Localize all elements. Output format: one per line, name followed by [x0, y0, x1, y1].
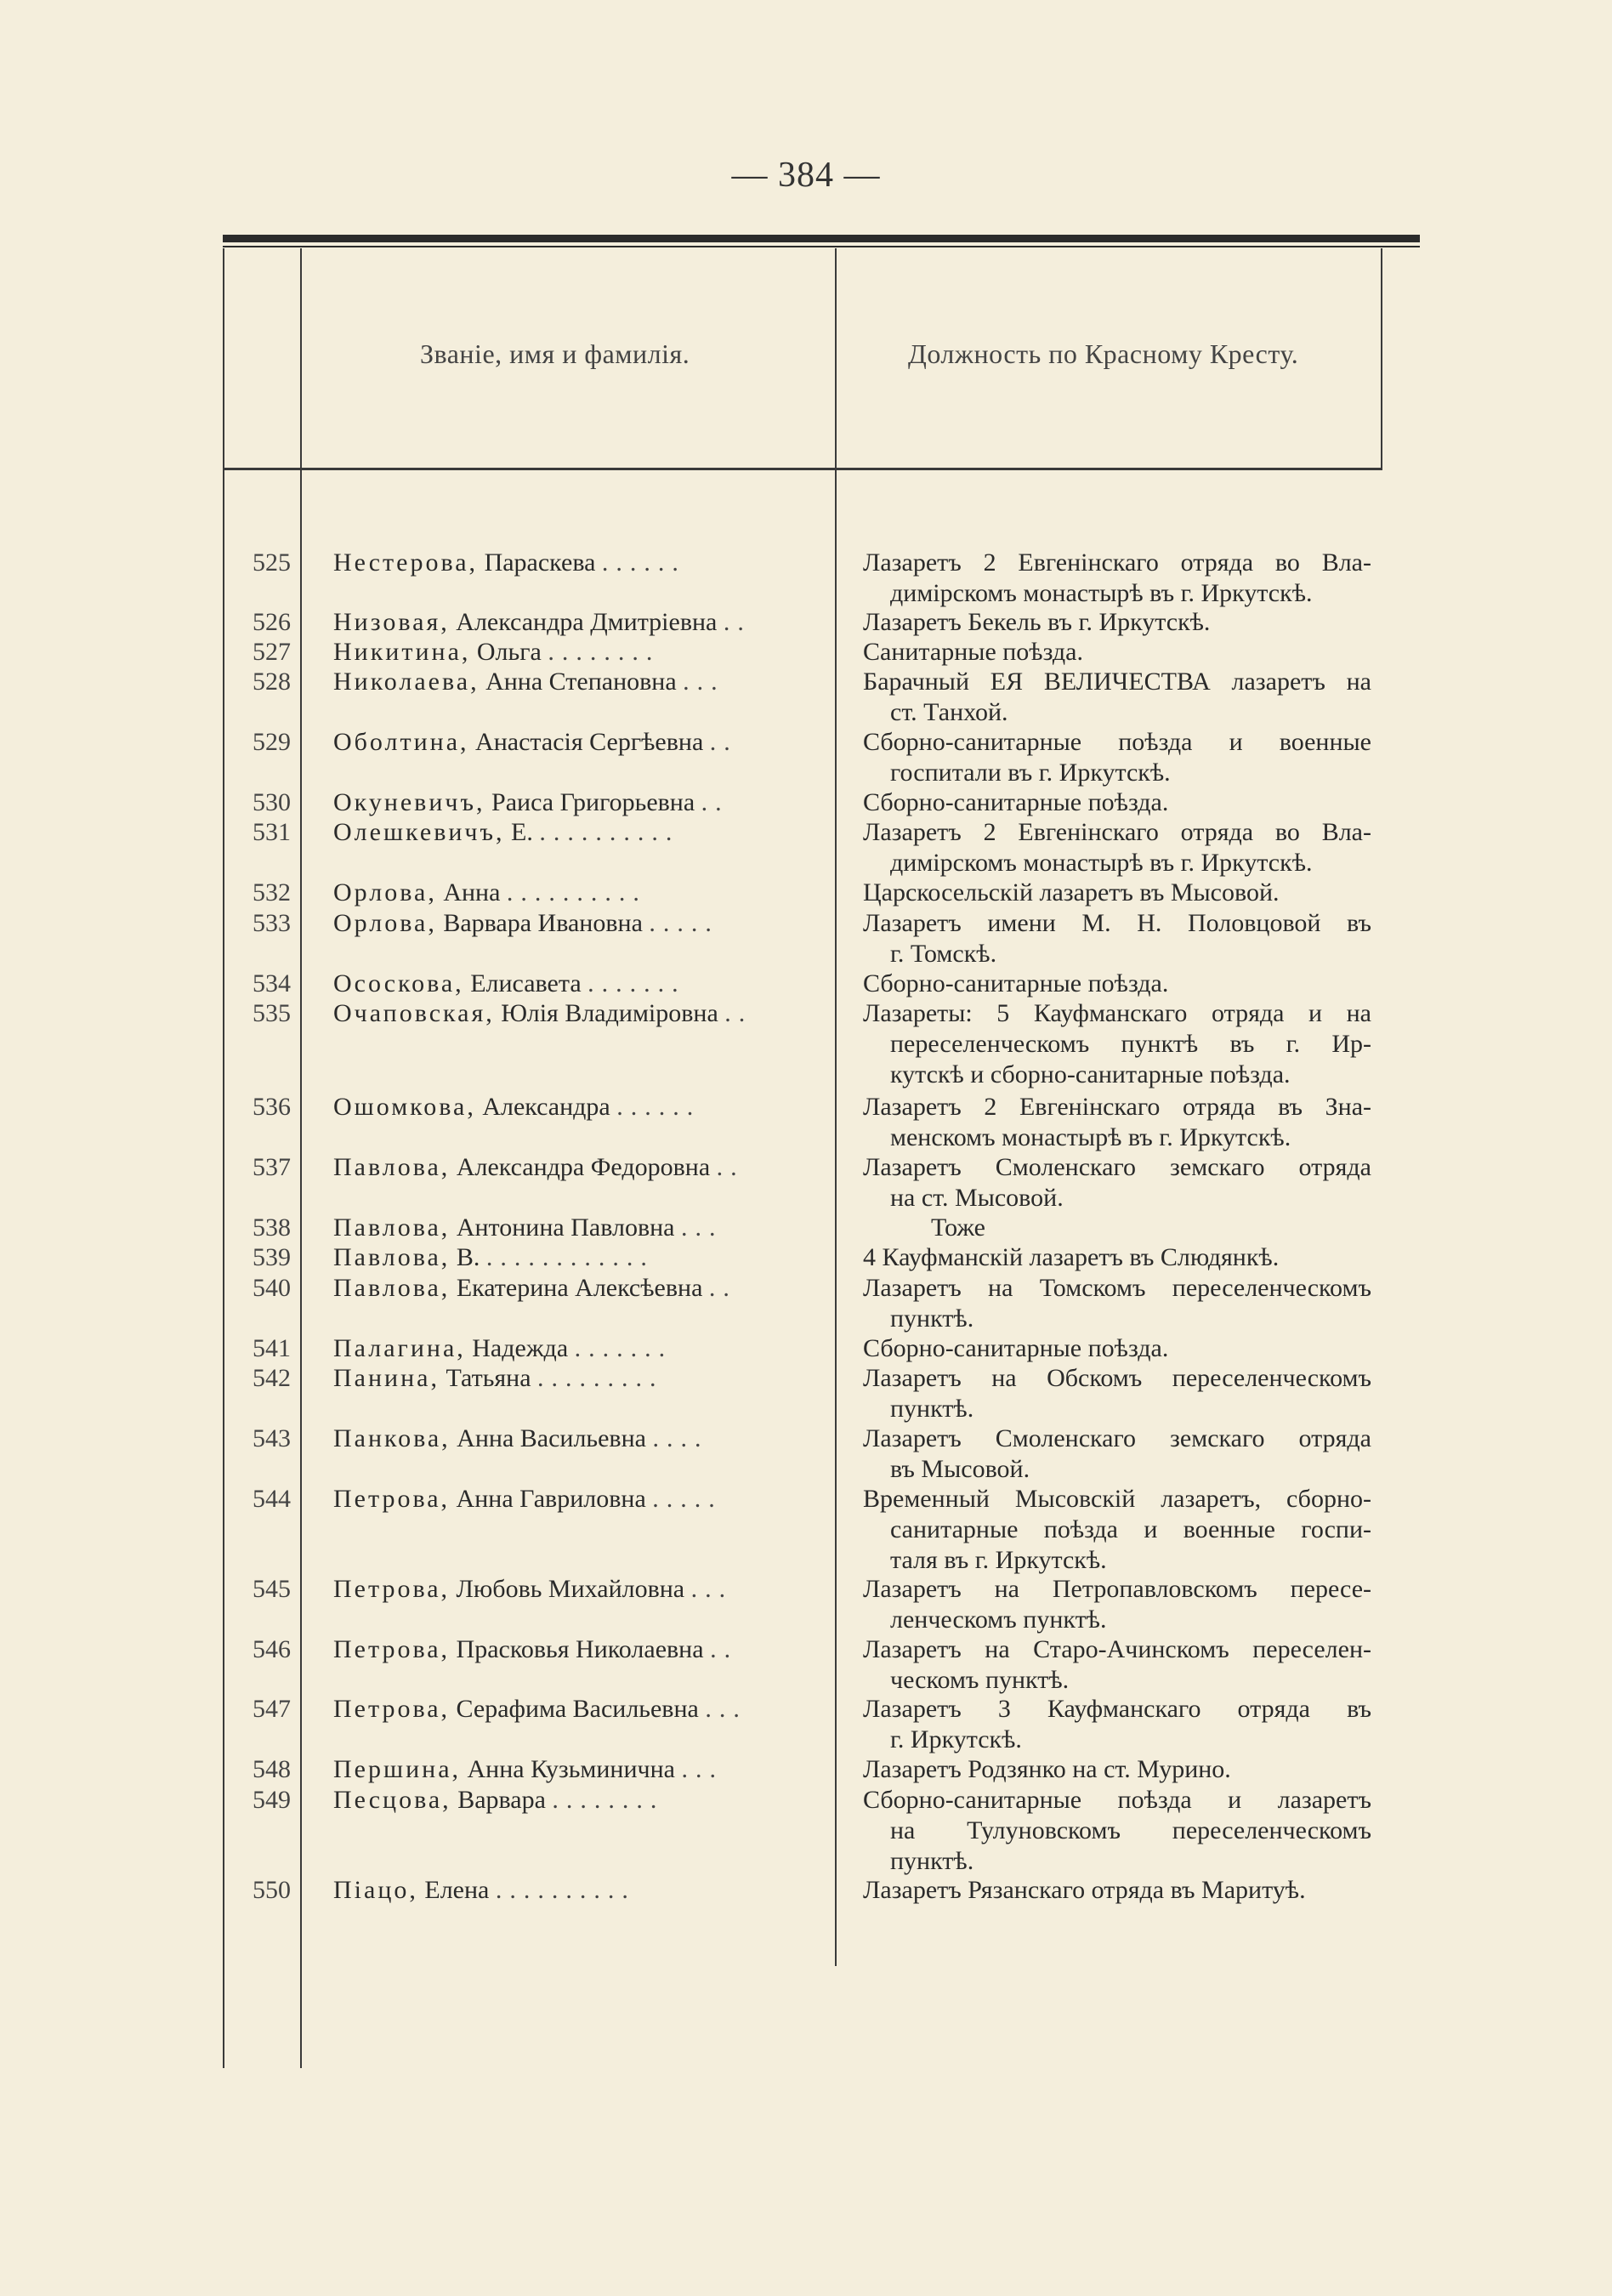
duty-line: Сборно-санитарные поѣзда. [863, 788, 1169, 816]
duty-line: ческомъ пунктѣ. [890, 1666, 1070, 1694]
duty-line: Лазаретъ Родзянко на ст. Мурино. [863, 1755, 1231, 1783]
duty-line: Лазаретъ Бекель въ г. Иркутскѣ. [863, 608, 1211, 636]
given-names: В. [456, 1243, 480, 1271]
given-names: Анна Васильевна [457, 1424, 646, 1452]
duty-line: Временный Мысовскій лазаретъ, сборно- [863, 1485, 1371, 1513]
duty-line: Барачный ЕЯ ВЕЛИЧЕСТВА лазаретъ на [863, 668, 1371, 696]
duty-line: госпитали въ г. Иркутскѣ. [890, 759, 1171, 787]
row-duty [863, 1484, 1371, 1576]
given-names: Надежда [472, 1334, 569, 1362]
row-name [333, 1092, 835, 1122]
given-names: Екатерина Алексѣевна [456, 1274, 703, 1302]
given-names: Любовь Михайловна [456, 1575, 685, 1603]
surname: Павлова, [333, 1153, 451, 1181]
surname: Окуневичъ, [333, 788, 485, 816]
surname: Песцова, [333, 1786, 451, 1814]
given-names: Анна Степановна [485, 668, 677, 696]
row-number: 526 [253, 608, 291, 636]
duty-line: ленческомъ пунктѣ. [890, 1605, 1107, 1634]
header-duty: Должность по Красному Кресту. [908, 338, 1299, 369]
row-number: 534 [253, 969, 291, 997]
leader-dots: ... [683, 668, 725, 696]
row-name [333, 1242, 835, 1273]
row-duty [863, 637, 1371, 668]
surname: Петрова, [333, 1485, 451, 1513]
duty-line: димірскомъ монастырѣ въ г. Иркутскѣ. [890, 849, 1313, 877]
given-names: Александра [482, 1093, 610, 1121]
row-duty [863, 1634, 1371, 1696]
leader-dots: .. [709, 728, 738, 756]
duty-line: Лазаретъ 2 Евгенінскаго отряда во Вла- [863, 548, 1371, 577]
row-name [333, 667, 835, 697]
row-number: 533 [253, 909, 291, 937]
row-duty [863, 548, 1371, 609]
row-name [333, 1484, 835, 1515]
duty-line: Лазаретъ 3 Кауфманскаго отряда въ [863, 1695, 1371, 1723]
row-name [333, 1785, 835, 1816]
row-number: 536 [253, 1093, 291, 1121]
surname: Павлова, [333, 1243, 451, 1271]
duty-line: Лазаретъ 2 Евгенінскаго отряда въ Зна- [863, 1093, 1371, 1121]
row-duty [863, 1273, 1371, 1334]
given-names: Александра Дмитріевна [456, 608, 718, 636]
row-name [333, 1574, 835, 1605]
surname: Палагина, [333, 1334, 466, 1362]
row-number: 532 [253, 878, 291, 906]
row-duty [863, 1694, 1371, 1755]
leader-dots: ............ [485, 1243, 655, 1271]
surname: Петрова, [333, 1635, 451, 1663]
row-number: 549 [253, 1786, 291, 1814]
given-names: Параскева [484, 548, 596, 577]
leader-dots: .......... [495, 1876, 636, 1904]
leader-dots: .. [723, 608, 752, 636]
row-duty [863, 1424, 1371, 1485]
surname: Орлова, [333, 878, 437, 906]
surname: Оболтина, [333, 728, 469, 756]
table-left-border [223, 248, 224, 2068]
row-name [333, 727, 835, 758]
duty-line: Лазаретъ на Петропавловскомъ пересе- [863, 1575, 1371, 1603]
surname: Павлова, [333, 1274, 451, 1302]
duty-line: ст. Танхой. [890, 698, 1008, 726]
duty-line: Сборно-санитарные поѣзда. [863, 1334, 1169, 1362]
row-duty [863, 1754, 1371, 1785]
leader-dots: ... [690, 1575, 734, 1603]
duty-line: димірскомъ монастырѣ въ г. Иркутскѣ. [890, 579, 1313, 607]
row-number: 525 [253, 548, 291, 577]
given-names: Анна [443, 878, 501, 906]
row-duty [863, 1152, 1371, 1213]
row-name [333, 1754, 835, 1785]
surname: Ошомкова, [333, 1093, 476, 1121]
row-number: 527 [253, 638, 291, 666]
duty-line: Лазаретъ Рязанскаго отряда въ Маритуѣ. [863, 1876, 1306, 1904]
row-duty [863, 1092, 1371, 1153]
leader-dots: ... [680, 1213, 724, 1242]
row-number: 542 [253, 1364, 291, 1392]
duty-line: Лазаретъ на Томскомъ переселенческомъ [863, 1274, 1371, 1302]
row-number: 530 [253, 788, 291, 816]
duty-line: Сборно-санитарные поѣзда и военные [863, 728, 1371, 756]
row-duty [863, 908, 1371, 969]
top-rule-thick [223, 235, 1420, 242]
leader-dots: ..... [649, 909, 719, 937]
row-number: 540 [253, 1274, 291, 1302]
given-names: Анна Гавриловна [456, 1485, 646, 1513]
given-names: Ольга [476, 638, 542, 666]
leader-dots: ......... [537, 1364, 664, 1392]
duty-line: 4 Кауфманскій лазаретъ въ Слюдянкѣ. [863, 1243, 1280, 1271]
duty-line: Лазаретъ 2 Евгенінскаго отряда во Вла- [863, 818, 1371, 846]
table-right-border [1381, 248, 1382, 469]
row-name [333, 548, 835, 578]
given-names: Варвара Ивановна [443, 909, 643, 937]
duty-line: Санитарные поѣзда. [863, 638, 1083, 666]
given-names: Варвара [457, 1786, 546, 1814]
row-duty [863, 1213, 1371, 1243]
duty-line: Лазареты: 5 Кауфманскаго отряда и на [863, 999, 1371, 1027]
row-duty [863, 1363, 1371, 1424]
column-divider-num [300, 248, 302, 2068]
row-number: 529 [253, 728, 291, 756]
row-duty [863, 998, 1371, 1090]
row-duty [863, 878, 1371, 908]
surname: Орлова, [333, 909, 437, 937]
row-name [333, 1152, 835, 1183]
duty-line: Лазаретъ Смоленскаго земскаго отряда [863, 1153, 1371, 1181]
leader-dots: .. [710, 1635, 739, 1663]
row-name [333, 1694, 835, 1725]
row-duty [863, 1242, 1371, 1273]
given-names: Раиса Григорьевна [491, 788, 695, 816]
row-name [333, 1213, 835, 1243]
page-number: — 384 — [731, 156, 881, 195]
given-names: Е. [511, 818, 533, 846]
given-names: Александра Федоровна [456, 1153, 711, 1181]
duty-line: пунктѣ. [890, 1847, 974, 1875]
leader-dots: ...... [601, 548, 686, 577]
row-number: 531 [253, 818, 291, 846]
row-name [333, 878, 835, 908]
duty-line: на ст. Мысовой. [890, 1184, 1064, 1212]
surname: Никитина, [333, 638, 471, 666]
given-names: Серафима Васильевна [456, 1695, 699, 1723]
surname: Низовая, [333, 608, 450, 636]
surname: Панина, [333, 1364, 440, 1392]
duty-line: переселенческомъ пунктѣ въ г. Ир- [890, 1030, 1371, 1058]
surname: Ососкова, [333, 969, 464, 997]
header-name: Званіе, имя и фамилія. [420, 338, 690, 369]
leader-dots: .......... [539, 818, 680, 846]
duty-line: Сборно-санитарные поѣзда. [863, 969, 1169, 997]
duty-line: Лазаретъ на Старо-Ачинскомъ переселен- [863, 1635, 1371, 1663]
duty-line: г. Иркутскѣ. [890, 1725, 1022, 1753]
duty-line: на Тулуновскомъ переселенческомъ [890, 1816, 1371, 1844]
duty-line: кутскѣ и сборно-санитарные поѣзда. [890, 1060, 1291, 1088]
given-names: Прасковья Николаевна [456, 1635, 704, 1663]
row-number: 548 [253, 1755, 291, 1783]
row-duty [863, 969, 1371, 999]
leader-dots: ....... [574, 1334, 673, 1362]
leader-dots: .. [701, 788, 729, 816]
leader-dots: ..... [652, 1485, 723, 1513]
leader-dots: ... [681, 1755, 724, 1783]
leader-dots: ... [705, 1695, 747, 1723]
leader-dots: ........ [548, 638, 661, 666]
row-number: 547 [253, 1695, 291, 1723]
duty-line: Сборно-санитарные поѣзда и лазаретъ [863, 1786, 1371, 1814]
surname: Панкова, [333, 1424, 451, 1452]
row-name [333, 817, 835, 848]
given-names: Антонина Павловна [456, 1213, 675, 1242]
given-names: Юлія Владиміровна [501, 999, 718, 1027]
surname: Николаева, [333, 668, 480, 696]
duty-line: г. Томскѣ. [890, 940, 997, 968]
row-name [333, 1875, 835, 1906]
row-duty [863, 1785, 1371, 1877]
header-bottom-rule [223, 468, 1382, 470]
row-number: 539 [253, 1243, 291, 1271]
duty-line: менскомъ монастырѣ въ г. Иркутскѣ. [890, 1123, 1291, 1151]
row-duty [863, 817, 1371, 878]
duty-line: Лазаретъ имени М. Н. Половцовой въ [863, 909, 1371, 937]
surname: Петрова, [333, 1695, 451, 1723]
leader-dots: .. [716, 1153, 745, 1181]
row-name [333, 787, 835, 818]
row-number: 537 [253, 1153, 291, 1181]
given-names: Елена [424, 1876, 490, 1904]
row-duty [863, 787, 1371, 818]
surname: Піацо, [333, 1876, 418, 1904]
duty-line: Тоже [931, 1213, 985, 1242]
column-divider-duty [835, 248, 837, 1966]
leader-dots: .... [652, 1424, 709, 1452]
row-name [333, 1333, 835, 1364]
row-name [333, 969, 835, 999]
row-duty [863, 1333, 1371, 1364]
row-number: 535 [253, 999, 291, 1027]
row-number: 541 [253, 1334, 291, 1362]
top-rule-thin [223, 246, 1420, 247]
given-names: Елисавета [470, 969, 582, 997]
duty-line: пунктѣ. [890, 1395, 974, 1423]
given-names: Анна Кузьминична [467, 1755, 675, 1783]
row-name [333, 1634, 835, 1665]
surname: Очаповская, [333, 999, 495, 1027]
row-number: 546 [253, 1635, 291, 1663]
row-duty [863, 1875, 1371, 1906]
given-names: Анастасія Сергѣевна [475, 728, 704, 756]
duty-line: санитарные поѣзда и военные госпи- [890, 1515, 1371, 1543]
duty-line: Лазаретъ Смоленскаго земскаго отряда [863, 1424, 1371, 1452]
surname: Першина, [333, 1755, 462, 1783]
leader-dots: ....... [587, 969, 686, 997]
given-names: Татьяна [446, 1364, 531, 1392]
row-name [333, 1273, 835, 1304]
leader-dots: .......... [506, 878, 647, 906]
row-number: 543 [253, 1424, 291, 1452]
surname: Олешкевичъ, [333, 818, 505, 846]
row-number: 544 [253, 1485, 291, 1513]
surname: Нестерова, [333, 548, 479, 577]
leader-dots: ...... [616, 1093, 701, 1121]
duty-line: таля въ г. Иркутскѣ. [890, 1546, 1107, 1574]
row-number: 528 [253, 668, 291, 696]
row-name [333, 607, 835, 638]
row-name [333, 998, 835, 1029]
row-duty [863, 607, 1371, 638]
row-duty [863, 1574, 1371, 1635]
row-number: 550 [253, 1876, 291, 1904]
row-number: 538 [253, 1213, 291, 1242]
duty-line: въ Мысовой. [890, 1455, 1030, 1483]
row-duty [863, 667, 1371, 728]
duty-line: Лазаретъ на Обскомъ переселенческомъ [863, 1364, 1371, 1392]
row-duty [863, 727, 1371, 788]
leader-dots: .. [708, 1274, 737, 1302]
surname: Павлова, [333, 1213, 451, 1242]
duty-line: пунктѣ. [890, 1304, 974, 1333]
row-name [333, 1424, 835, 1454]
surname: Петрова, [333, 1575, 451, 1603]
row-number: 545 [253, 1575, 291, 1603]
row-name [333, 1363, 835, 1394]
row-name [333, 908, 835, 939]
duty-line: Царскосельскій лазаретъ въ Мысовой. [863, 878, 1280, 906]
row-name [333, 637, 835, 668]
leader-dots: ........ [552, 1786, 665, 1814]
leader-dots: .. [724, 999, 753, 1027]
